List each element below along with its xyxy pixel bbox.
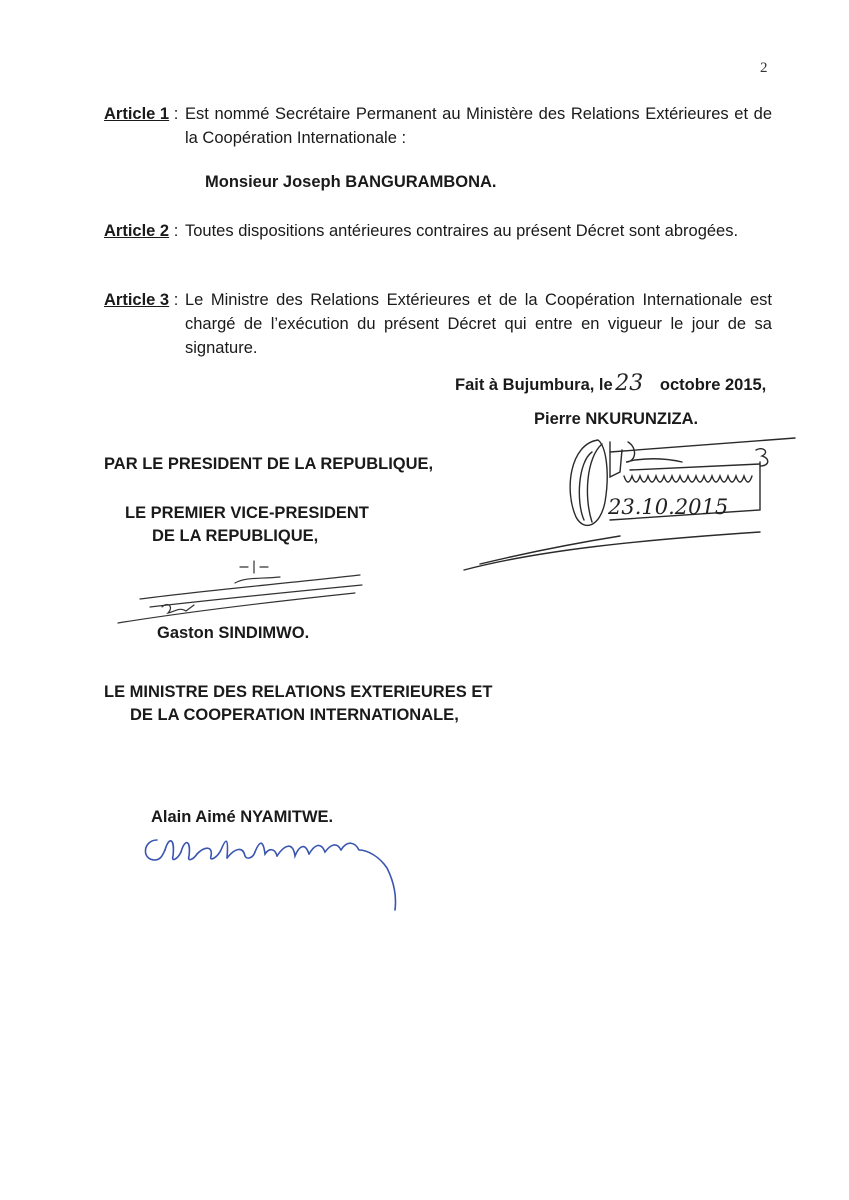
handwritten-day: 23 [615, 371, 644, 396]
minister-title-line1: LE MINISTRE DES RELATIONS EXTERIEURES ET [104, 683, 493, 701]
article-3-label: Article 3 [104, 291, 170, 309]
article-2-label: Article 2 [104, 222, 170, 240]
article-3-text: Le Ministre des Relations Extérieures et de la Coopération Internationale est chargé de l’exécution du présent Décret qui entre en vigueur le jour de sa signature. [185, 291, 772, 357]
minister-name: Alain Aimé NYAMITWE. [151, 808, 334, 826]
article-1-text: Est nommé Secrétaire Permanent au Ministère des Relations Extérieures et de la Coopération Internationale : [185, 105, 772, 147]
article-3 [104, 288, 772, 360]
article-1-label: Article 1 [104, 105, 170, 123]
date-suffix: octobre 2015, [659, 376, 767, 394]
minister-title-line2: DE LA COOPERATION INTERNATIONALE, [130, 706, 459, 724]
article-2 [104, 219, 772, 243]
article-3-separator: : [169, 291, 179, 309]
article-2-separator: : [169, 222, 179, 240]
vp-title-line1: LE PREMIER VICE-PRESIDENT [125, 504, 369, 522]
article-1-separator: : [169, 105, 179, 123]
president-name: Pierre NKURUNZIZA. [534, 410, 699, 428]
vp-signature [110, 555, 370, 630]
vp-name: Gaston SINDIMWO. [157, 624, 310, 642]
page-number: 2 [760, 60, 768, 76]
vp-title-line2: DE LA REPUBLIQUE, [152, 527, 319, 545]
appointee-name: Monsieur Joseph BANGURAMBONA. [205, 173, 497, 191]
article-2-text: Toutes dispositions antérieures contraires au présent Décret sont abrogées. [185, 222, 739, 240]
place-date-line [455, 371, 766, 396]
minister-signature [135, 828, 405, 918]
president-signature [460, 432, 800, 577]
place-prefix: Fait à Bujumbura, le [455, 376, 613, 394]
countersign-heading: PAR LE PRESIDENT DE LA REPUBLIQUE, [104, 455, 434, 473]
article-1 [104, 102, 772, 150]
signature-date: 23.10.2015 [608, 495, 729, 519]
